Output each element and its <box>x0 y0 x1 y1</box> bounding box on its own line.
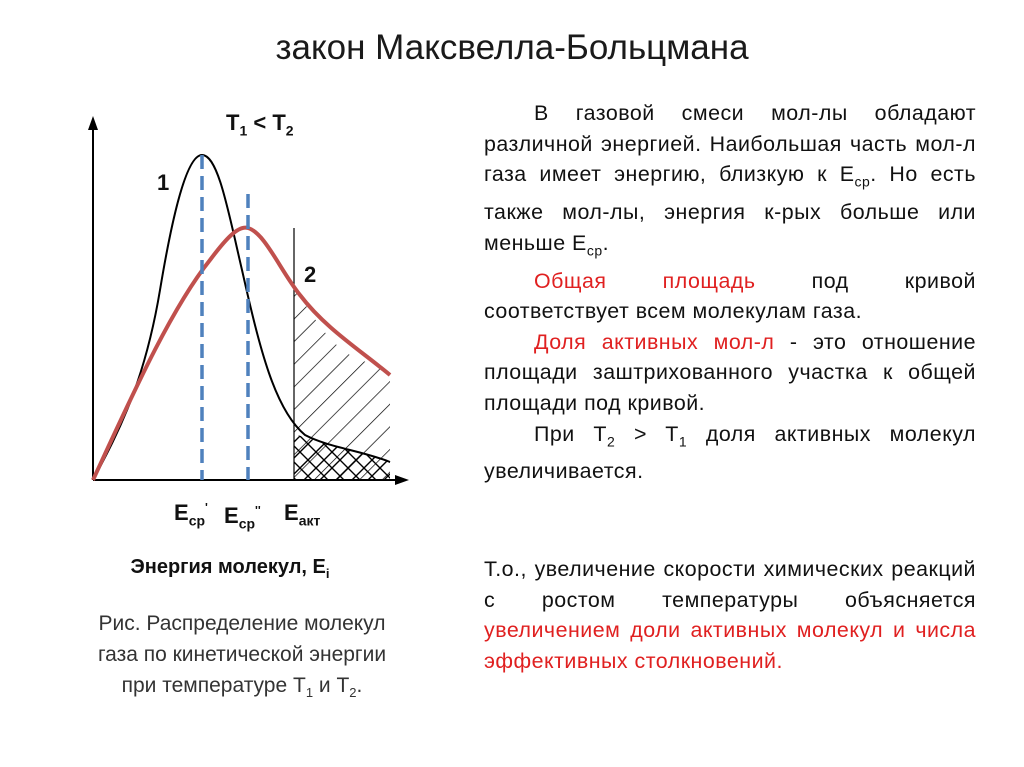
tick-e-cp2: $E_{ср}''$ <box>224 503 261 532</box>
page-title: закон Максвелла-Больцмана <box>275 28 749 67</box>
y-axis-arrow <box>88 116 98 130</box>
curve-2-label: 2 <box>304 262 317 287</box>
highlight-active-fraction: Доля активных мол-л <box>534 329 775 354</box>
tick-e-cp1: $E_{ср}'$ <box>174 500 208 529</box>
figure-caption-line-2: газа по кинетической энергии <box>97 643 387 666</box>
figure-caption-line-1: Рис. Распределение молекул <box>98 612 386 635</box>
distribution-plot <box>60 100 440 540</box>
figure-caption-line-3: при температуре $T_1$ и $T_2$. <box>121 674 363 701</box>
paragraph-active-fraction: Доля активных мол-л - это отношение площади заштрихованного участка к общей площади под кривой. <box>484 329 977 415</box>
explanation-text <box>484 98 976 487</box>
tick-e-akt: $E_{акт}$ <box>284 500 321 529</box>
temperature-condition: $T_1 < T_2$ <box>226 110 294 139</box>
paragraph-total-area: Общая площадь под кривой соответствует всем молекулам газа. <box>484 268 976 324</box>
paragraph-energy-distribution: В газовой смеси мол-лы обладают различной энергией. Наибольшая часть мол-л газа имеет энергию, близкую к $E_{ср}$. Но есть также мол-лы, энергия к-рых больше или меньше $E_{ср}$. <box>484 101 976 258</box>
distribution-figure <box>60 100 440 540</box>
x-axis-arrow <box>395 475 409 485</box>
curve-1-label: 1 <box>157 170 170 195</box>
highlight-conclusion: увеличением доли активных молекул и числа эффективных столкновений. <box>484 618 976 673</box>
figure-caption <box>52 608 432 708</box>
paragraph-conclusion: Т.о., увеличение скорости химических реакций с ростом температуры объясняется увеличением доли активных молекул и числа эффективных столкновений. <box>484 557 976 673</box>
x-axis-caption: Энергия молекул, $E_i$ <box>130 556 330 581</box>
conclusion-text <box>484 554 976 676</box>
highlight-total-area: Общая площадь <box>534 268 756 293</box>
paragraph-temperature: При $T_2 > T_1$ доля активных молекул увеличивается. <box>484 421 976 484</box>
